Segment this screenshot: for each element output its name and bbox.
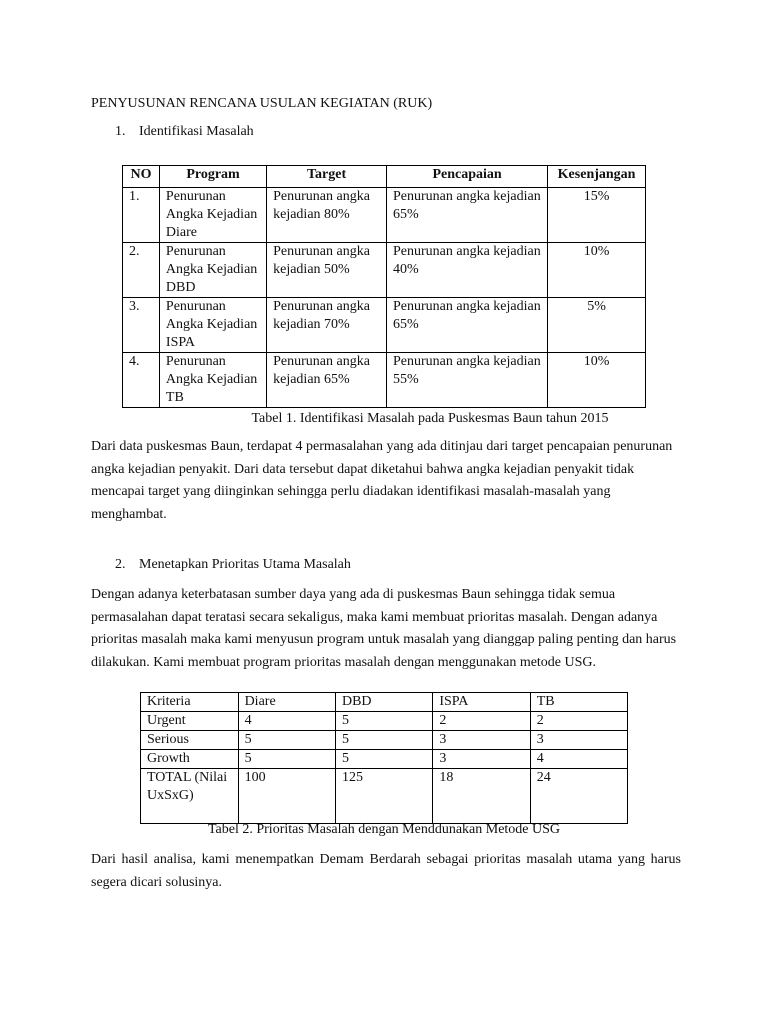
cell-value: 100 bbox=[238, 769, 335, 824]
table-caption: Tabel 2. Prioritas Masalah dengan Menddunakan Metode USG bbox=[207, 822, 561, 837]
column-header-achievement: Pencapaian bbox=[387, 166, 548, 188]
column-header-no: NO bbox=[123, 166, 160, 188]
cell-value: 125 bbox=[335, 769, 432, 824]
paragraph: Dari data puskesmas Baun, terdapat 4 permasalahan yang ada ditinjau dari target pencapaian penurunan angka kejadian penyakit. Dari data tersebut dapat diketahui bahwa angka kejadian penyakit tidak mencapai target yang diinginkan sehingga perlu diadakan identifikasi masalah-masalah yang menghambat. bbox=[91, 439, 673, 522]
column-header-dbd: DBD bbox=[335, 693, 432, 712]
column-header-diare: Diare bbox=[238, 693, 335, 712]
document-title: PENYUSUNAN RENCANA USULAN KEGIATAN (RUK) bbox=[91, 96, 433, 111]
cell-value: 3 bbox=[433, 731, 530, 750]
cell-criterion: Growth bbox=[141, 750, 239, 769]
cell-target: Penurunan angka kejadian 80% bbox=[267, 188, 387, 243]
table-row bbox=[141, 750, 628, 769]
column-header-tb: TB bbox=[530, 693, 627, 712]
cell-value: 5 bbox=[238, 731, 335, 750]
cell-no: 3. bbox=[123, 298, 160, 353]
cell-target: Penurunan angka kejadian 70% bbox=[267, 298, 387, 353]
table-row bbox=[123, 298, 646, 353]
section-heading-prioritas bbox=[115, 556, 351, 574]
cell-criterion: Urgent bbox=[141, 712, 239, 731]
cell-value: 5 bbox=[335, 731, 432, 750]
table-row-total bbox=[141, 769, 628, 824]
table-row bbox=[123, 188, 646, 243]
section-heading-text: Identifikasi Masalah bbox=[139, 124, 254, 139]
table-row bbox=[123, 243, 646, 298]
cell-value: 5 bbox=[335, 750, 432, 769]
section-number: 1. bbox=[115, 124, 126, 139]
column-header-kriteria: Kriteria bbox=[141, 693, 239, 712]
cell-achievement: Penurunan angka kejadian 65% bbox=[387, 298, 548, 353]
cell-gap: 15% bbox=[548, 188, 646, 243]
table-row bbox=[123, 353, 646, 408]
cell-program: Penurunan Angka Kejadian TB bbox=[159, 353, 266, 408]
cell-target: Penurunan angka kejadian 65% bbox=[267, 353, 387, 408]
problem-identification-table bbox=[122, 165, 646, 408]
section-heading-identifikasi bbox=[115, 123, 254, 141]
section-heading-text: Menetapkan Prioritas Utama Masalah bbox=[139, 557, 351, 572]
cell-value: 24 bbox=[530, 769, 627, 824]
cell-achievement: Penurunan angka kejadian 65% bbox=[387, 188, 548, 243]
table-header-row bbox=[141, 693, 628, 712]
cell-gap: 10% bbox=[548, 353, 646, 408]
column-header-gap: Kesenjangan bbox=[548, 166, 646, 188]
cell-criterion: TOTAL (Nilai UxSxG) bbox=[141, 769, 239, 824]
column-header-program: Program bbox=[159, 166, 266, 188]
cell-no: 1. bbox=[123, 188, 160, 243]
usg-priority-table bbox=[140, 692, 628, 824]
table-header-row bbox=[123, 166, 646, 188]
table-caption: Tabel 1. Identifikasi Masalah pada Puskesmas Baun tahun 2015 bbox=[251, 411, 609, 426]
cell-value: 5 bbox=[335, 712, 432, 731]
cell-achievement: Penurunan angka kejadian 55% bbox=[387, 353, 548, 408]
cell-no: 4. bbox=[123, 353, 160, 408]
section-number: 2. bbox=[115, 557, 126, 572]
paragraph: Dari hasil analisa, kami menempatkan Demam Berdarah sebagai prioritas masalah utama yang harus segera dicari solusinya. bbox=[91, 852, 681, 890]
cell-value: 4 bbox=[530, 750, 627, 769]
cell-gap: 5% bbox=[548, 298, 646, 353]
cell-value: 5 bbox=[238, 750, 335, 769]
cell-value: 2 bbox=[433, 712, 530, 731]
cell-target: Penurunan angka kejadian 50% bbox=[267, 243, 387, 298]
cell-value: 2 bbox=[530, 712, 627, 731]
cell-program: Penurunan Angka Kejadian ISPA bbox=[159, 298, 266, 353]
cell-value: 3 bbox=[433, 750, 530, 769]
cell-no: 2. bbox=[123, 243, 160, 298]
cell-criterion: Serious bbox=[141, 731, 239, 750]
cell-program: Penurunan Angka Kejadian DBD bbox=[159, 243, 266, 298]
cell-value: 3 bbox=[530, 731, 627, 750]
cell-value: 18 bbox=[433, 769, 530, 824]
table-row bbox=[141, 712, 628, 731]
cell-program: Penurunan Angka Kejadian Diare bbox=[159, 188, 266, 243]
paragraph: Dengan adanya keterbatasan sumber daya yang ada di puskesmas Baun sehingga tidak semua permasalahan dapat teratasi secara sekaligus, maka kami membuat prioritas masalah. Dengan adanya prioritas masalah maka kami menyusun program untuk masalah yang dianggap paling penting dan harus dilakukan. Kami membuat program prioritas masalah dengan menggunakan metode USG. bbox=[91, 587, 677, 670]
cell-value: 4 bbox=[238, 712, 335, 731]
column-header-target: Target bbox=[267, 166, 387, 188]
column-header-ispa: ISPA bbox=[433, 693, 530, 712]
cell-achievement: Penurunan angka kejadian 40% bbox=[387, 243, 548, 298]
cell-gap: 10% bbox=[548, 243, 646, 298]
table-row bbox=[141, 731, 628, 750]
